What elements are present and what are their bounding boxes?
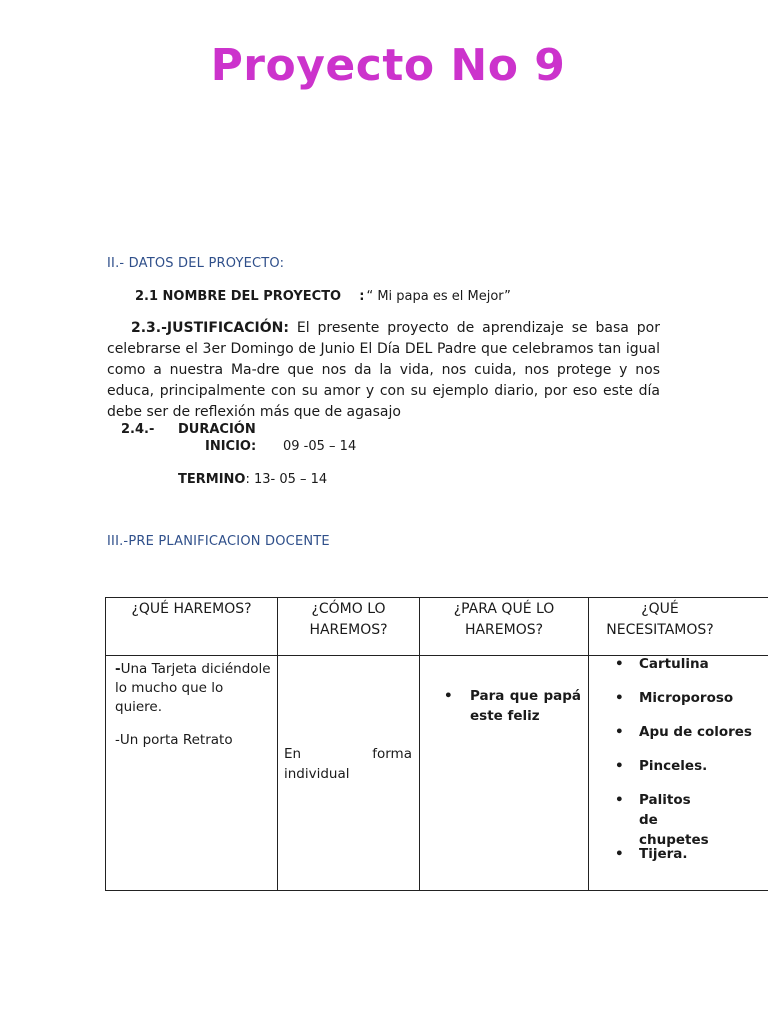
- bullet-icon: •: [615, 690, 624, 706]
- start-value: 09 -05 – 14: [283, 439, 357, 454]
- header-para-que: ¿PARA QUÉ LO HAREMOS?: [420, 598, 589, 656]
- table-row: [106, 656, 768, 891]
- header-que-haremos: ¿QUÉ HAREMOS?: [106, 598, 278, 656]
- justification-label: 2.3.-JUSTIFICACIÓN:: [131, 320, 289, 336]
- justification-text: El presente proyecto de aprendizaje se basa por celebrarse el 3er Domingo de Junio El Día DEL Padre que celebramos tan igual como a nuestra Ma-dre que nos da la vida, nos cuida, nos protege y nos educa, principalmente con su amor y con su ejemplo diario, por eso este día debe ser de reflexión más que de agasajo: [107, 320, 660, 420]
- section-heading-planificacion: III.-PRE PLANIFICACION DOCENTE: [107, 534, 330, 549]
- duration-label: DURACIÓN: [178, 422, 256, 437]
- project-name-label: 2.1 NOMBRE DEL PROYECTO: [135, 289, 342, 304]
- project-name-value: “ Mi papa es el Mejor”: [366, 289, 511, 304]
- end-label: TERMINO: [178, 472, 246, 487]
- list-item: • Pinceles.: [615, 758, 708, 774]
- bullet-icon: •: [615, 758, 624, 774]
- bullet-icon: •: [615, 792, 624, 808]
- project-name-row: [135, 286, 511, 307]
- header-como-lo-haremos: ¿CÓMO LO HAREMOS?: [278, 598, 420, 656]
- list-item: • Apu de colores: [615, 724, 752, 740]
- cell-activities: [106, 656, 278, 891]
- cell-method: [278, 656, 420, 891]
- justification-paragraph: [107, 318, 660, 423]
- method-text: En forma individual: [284, 746, 412, 782]
- list-item: • Microporoso: [615, 690, 734, 706]
- list-item: • Para que papá este feliz: [444, 688, 581, 724]
- planning-table: [105, 597, 768, 891]
- bullet-icon: •: [615, 656, 624, 672]
- materials-list: [615, 654, 768, 878]
- duration-number: 2.4.-: [121, 422, 155, 437]
- list-item: • Palitos de chupetes: [615, 792, 709, 848]
- cell-purpose: [420, 656, 589, 891]
- bullet-icon: •: [444, 688, 453, 704]
- table-header-row: [106, 598, 768, 656]
- bullet-icon: •: [615, 724, 624, 740]
- document-title: Proyecto No 9: [210, 40, 566, 91]
- end-row: [178, 469, 327, 490]
- end-value: : 13- 05 – 14: [245, 472, 328, 487]
- list-item: • Tijera.: [615, 846, 688, 862]
- start-label: INICIO:: [205, 439, 257, 454]
- list-item: • Cartulina: [615, 656, 709, 672]
- bullet-icon: •: [615, 846, 624, 862]
- activity-item: -Un porta Retrato: [115, 732, 233, 748]
- project-name-separator: :: [359, 289, 365, 304]
- activity-item: -Una Tarjeta diciéndole lo mucho que lo quiere.: [115, 661, 271, 715]
- purpose-list: [444, 686, 581, 726]
- header-que-necesitamos: ¿QUÉ NECESITAMOS?: [589, 598, 768, 656]
- cell-materials: [589, 656, 768, 891]
- section-heading-datos: II.- DATOS DEL PROYECTO:: [107, 256, 285, 271]
